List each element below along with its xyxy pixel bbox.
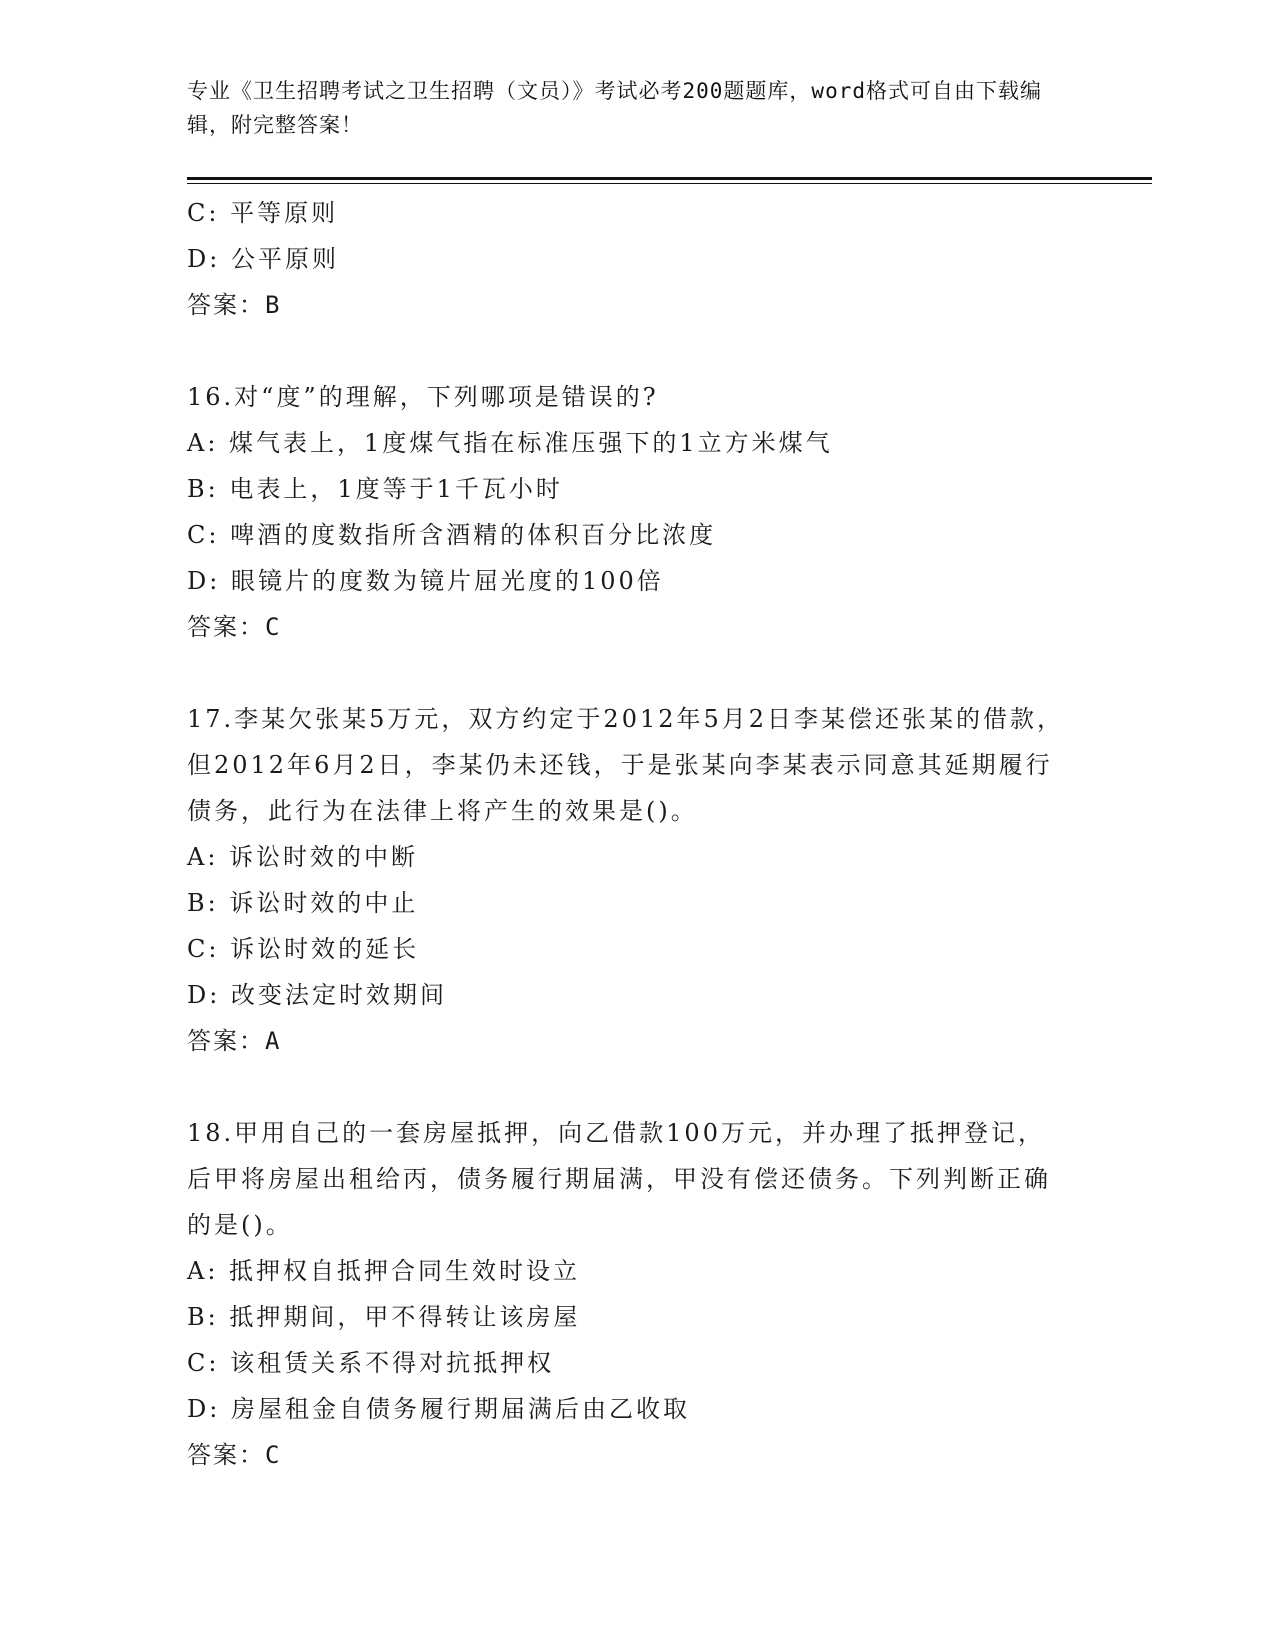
option-d: D: 房屋租金自债务履行期届满后由乙收取	[187, 1395, 690, 1423]
option-a: A: 诉讼时效的中断	[187, 843, 419, 871]
header-divider-thick	[187, 177, 1152, 180]
option-d: D: 改变法定时效期间	[187, 981, 447, 1009]
option-c: C: 该租赁关系不得对抗抵押权	[187, 1349, 555, 1377]
question-stem: 16.对“度”的理解，下列哪项是错误的?	[187, 383, 659, 411]
answer-line: 答案：C	[187, 613, 282, 641]
question-list	[187, 190, 1087, 1478]
question-stem: 17.李某欠张某5万元，双方约定于2012年5月2日李某偿还张某的借款，但2012年6月2日，李某仍未还钱，于是张某向李某表示同意其延期履行债务，此行为在法律上将产生的效果是()。	[187, 705, 1065, 825]
option-c: C: 啤酒的度数指所含酒精的体积百分比浓度	[187, 521, 717, 549]
answer-line: 答案：C	[187, 1441, 282, 1469]
option-c: C: 诉讼时效的延长	[187, 935, 420, 963]
option-d: D: 眼镜片的度数为镜片屈光度的100倍	[187, 567, 664, 595]
option-a: A: 煤气表上，1度煤气指在标准压强下的1立方米煤气	[187, 429, 833, 457]
question-16	[187, 374, 1087, 650]
option-c: C: 平等原则	[187, 199, 339, 227]
option-a: A: 抵押权自抵押合同生效时设立	[187, 1257, 581, 1285]
question-17	[187, 696, 1087, 1064]
answer-line: 答案：B	[187, 291, 282, 319]
document-header: 专业《卫生招聘考试之卫生招聘（文员）》考试必考200题题库，word格式可自由下载编辑，附完整答案！	[187, 79, 1042, 137]
option-b: B: 抵押期间，甲不得转让该房屋	[187, 1303, 581, 1331]
question-stem: 18.甲用自己的一套房屋抵押，向乙借款100万元，并办理了抵押登记，后甲将房屋出租给丙，债务履行期届满，甲没有偿还债务。下列判断正确的是()。	[187, 1119, 1051, 1239]
prev-question-tail	[187, 190, 1087, 328]
answer-line: 答案：A	[187, 1027, 282, 1055]
option-b: B: 诉讼时效的中止	[187, 889, 419, 917]
option-d: D: 公平原则	[187, 245, 339, 273]
header-divider-thin	[187, 183, 1152, 184]
option-b: B: 电表上，1度等于1千瓦小时	[187, 475, 563, 503]
question-18	[187, 1110, 1087, 1478]
